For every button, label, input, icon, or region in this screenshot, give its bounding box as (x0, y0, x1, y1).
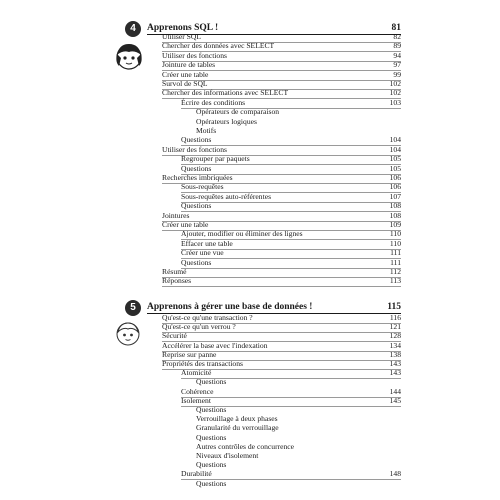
chapter-title-text: Apprenons SQL ! (147, 23, 219, 33)
toc-entry-page-number: 102 (389, 79, 401, 88)
toc-entry-label: Sécurité (162, 331, 187, 341)
toc-entry-label: Cohérence (181, 386, 214, 396)
toc-entry-page-number: 107 (389, 191, 401, 201)
toc-entry-page-number: 105 (389, 154, 401, 164)
toc-entry-label: Durabilité (181, 469, 212, 479)
toc-entry-label: Créer une table (162, 69, 209, 79)
toc-entry-page-number: 143 (389, 359, 401, 368)
toc-entry-label: Réponses (162, 276, 192, 286)
toc-entry-page-number: 144 (389, 386, 401, 396)
toc-entry-label: Opérateurs de comparaison (196, 107, 280, 117)
toc-entry-page-number: 143 (389, 368, 401, 378)
toc-entry-label: Qu'est-ce qu'un verrou ? (162, 322, 236, 332)
toc-entry-label: Ajouter, modifier ou éliminer des lignes (181, 229, 303, 239)
toc-entry-page-number: 108 (389, 201, 401, 211)
toc-entry-label: Opérateurs logiques (196, 116, 257, 126)
toc-entry-page-number: 104 (389, 135, 401, 145)
toc-entry-page-number: 148 (389, 469, 401, 479)
toc-entry-page-number: 116 (389, 313, 401, 322)
chapter-page-number: 115 (387, 302, 401, 312)
toc-entry-label: Questions (181, 135, 212, 145)
toc-entry-page-number: 82 (393, 32, 401, 41)
toc-entry-label: Créer une vue (181, 248, 224, 258)
chapter-page-number: 81 (391, 23, 401, 33)
toc-entry-label: Verrouillage à deux phases (196, 414, 278, 424)
toc-entry-page-number: 97 (393, 60, 401, 70)
toc-entry-label: Atomicité (181, 368, 212, 378)
toc-entry-label: Utiliser des fonctions (162, 50, 227, 60)
toc-entry-label: Propriétés des transactions (162, 359, 243, 368)
toc-entry-label: Survol de SQL (162, 79, 208, 88)
toc-entry-page-number: 105 (389, 163, 401, 173)
toc-entry-label: Questions (181, 163, 212, 173)
toc-entry-label: Sous-requêtes auto-référentes (181, 191, 272, 201)
toc-entry-label: Chercher des informations avec SELECT (162, 88, 289, 98)
toc-entry-label: Jointure de tables (162, 60, 216, 70)
toc-entry-label: Questions (181, 257, 212, 267)
toc-entry-page-number: 113 (389, 276, 401, 286)
toc-entry-label: Créer une table (162, 220, 209, 229)
toc-entry-page-number: 110 (389, 238, 401, 248)
toc-entry-label: Questions (196, 405, 227, 414)
toc-entry[interactable] (162, 276, 401, 287)
toc-entry-label: Chercher des données avec SELECT (162, 41, 275, 51)
toc-entry-label: Autres contrôles de concurrence (196, 441, 295, 451)
chapter-title-text: Apprenons à gérer une base de données ! (147, 302, 313, 312)
toc-entry-label: Résumé (162, 267, 187, 276)
toc-entry-page-number: 112 (389, 267, 401, 276)
toc-entry-page-number: 111 (390, 248, 401, 258)
chapter-number-badge: 5 (125, 300, 141, 316)
toc-entry-label: Questions (196, 478, 227, 488)
toc-entry-label: Accélérer la base avec l'indexation (162, 340, 268, 350)
toc-entry-label: Questions (196, 460, 227, 470)
toc-entry-page-number: 145 (389, 395, 401, 405)
toc-entry-label: Écrire des conditions (181, 97, 246, 107)
toc-entry-page-number: 89 (393, 41, 401, 51)
toc-entry-page-number: 108 (389, 210, 401, 220)
toc-entry-page-number: 121 (389, 322, 401, 332)
toc-entry-label: Utiliser SQL (162, 32, 202, 41)
character-face-outline-icon (113, 318, 143, 348)
toc-entry-label: Effacer une table (181, 238, 233, 248)
toc-entry-label: Questions (196, 377, 227, 387)
character-face-illustration-icon (113, 40, 145, 72)
toc-entry-page-number: 104 (389, 144, 401, 154)
toc-entry-page-number: 106 (389, 173, 401, 182)
toc-entry-page-number: 111 (390, 257, 401, 267)
toc-entry-label: Niveaux d'isolement (196, 451, 259, 460)
toc-entry-page-number: 102 (389, 88, 401, 98)
toc-entry-page-number: 94 (393, 50, 401, 60)
toc-entry-label: Reprise sur panne (162, 349, 217, 359)
toc-entry[interactable] (196, 479, 376, 489)
toc-entry-page-number: 134 (389, 340, 401, 350)
chapter-number-badge: 4 (125, 21, 141, 37)
toc-entry-page-number: 103 (389, 97, 401, 107)
toc-entry-label: Isolement (181, 395, 211, 405)
toc-entry-label: Motifs (196, 126, 217, 135)
toc-entry-page-number: 106 (389, 182, 401, 192)
toc-entry-label: Utiliser des fonctions (162, 144, 227, 154)
toc-entry-label: Recherches imbriquées (162, 173, 233, 182)
toc-entry-label: Regrouper par paquets (181, 154, 250, 164)
toc-entry-label: Questions (196, 432, 227, 442)
toc-entry-page-number: 109 (389, 220, 401, 229)
toc-entry-label: Jointures (162, 210, 190, 220)
toc-entry-page-number: 110 (389, 229, 401, 239)
toc-entry-page-number: 138 (389, 349, 401, 359)
toc-entry-page-number: 99 (393, 69, 401, 79)
toc-entry-page-number: 128 (389, 331, 401, 341)
toc-entry-label: Granularité du verrouillage (196, 423, 279, 433)
toc-entry-label: Qu'est-ce qu'une transaction ? (162, 313, 253, 322)
toc-entry-label: Sous-requêtes (181, 182, 224, 192)
toc-entry-label: Questions (181, 201, 212, 211)
